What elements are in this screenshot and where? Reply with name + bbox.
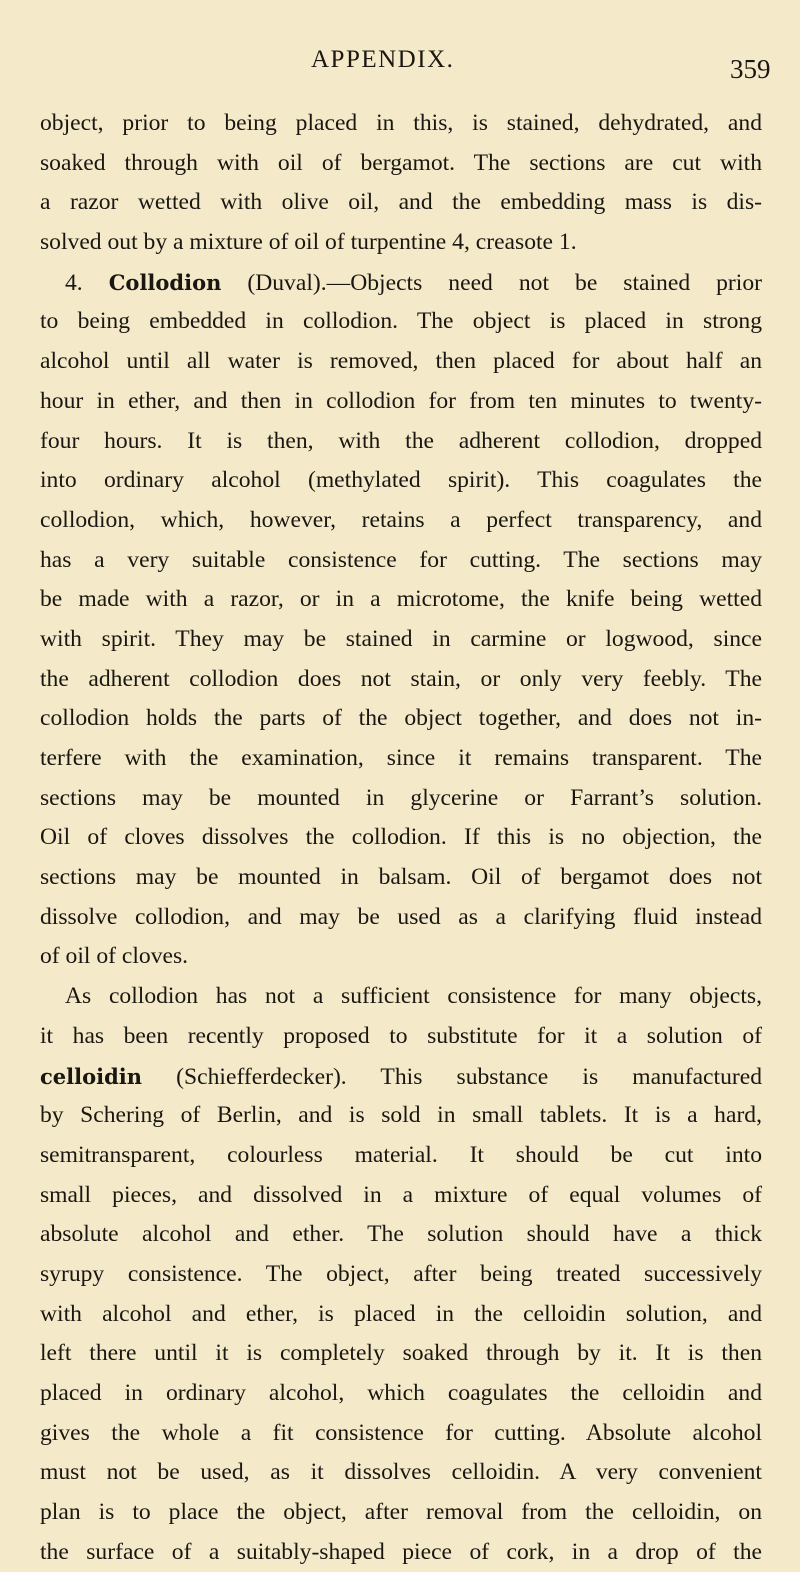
text-line: it has been recently proposed to substitute for it a solution of — [40, 1022, 762, 1049]
section-number: 4. — [65, 269, 109, 296]
running-head — [0, 42, 800, 82]
section-heading-line — [40, 1057, 762, 1097]
text-line: absolute alcohol and ether. The solution should have a thick — [40, 1221, 762, 1248]
section-heading-line — [40, 263, 762, 303]
text-line: soaked through with oil of bergamot. The sections are cut with — [40, 149, 762, 176]
text-line: sections may be mounted in glycerine or Farrant’s solution. — [40, 784, 762, 811]
text-line: be made with a razor, or in a microtome, the knife being wetted — [40, 586, 762, 613]
page-number: 359 — [730, 54, 771, 84]
text-line: terfere with the examination, since it remains transparent. The — [40, 745, 762, 771]
text-line: the adherent collodion does not stain, or only very feebly. The — [40, 665, 762, 692]
text-line: solved out by a mixture of oil of turpentine 4, creasote 1. — [40, 229, 577, 256]
text-line: placed in ordinary alcohol, which coagulates the celloidin and — [40, 1380, 762, 1406]
text-line: by Schering of Berlin, and is sold in small tablets. It is a hard, — [40, 1102, 762, 1129]
text-line: with alcohol and ether, is placed in the celloidin solution, and — [40, 1300, 762, 1327]
section-term-collodion: Collodion — [108, 269, 222, 295]
text-line: plan is to place the object, after removal from the celloidin, on — [40, 1499, 762, 1526]
text-line: semitransparent, colourless material. It should be cut into — [40, 1141, 762, 1168]
text-line: to being embedded in collodion. The object is placed in strong — [40, 308, 762, 335]
text-line: gives the whole a fit consistence for cutting. Absolute alcohol — [40, 1419, 762, 1446]
section-heading-rest: (Duval).—Objects need not be stained prior — [221, 269, 762, 296]
text-line: with spirit. They may be stained in carmine or logwood, since — [40, 625, 762, 652]
text-line: dissolve collodion, and may be used as a clarifying fluid instead — [40, 903, 762, 930]
text-line: As collodion has not a sufficient consistence for many objects, — [65, 983, 762, 1010]
text-line: must not be used, as it dissolves celloidin. A very convenient — [40, 1459, 762, 1486]
text-line: of oil of cloves. — [40, 943, 189, 970]
text-line: alcohol until all water is removed, then placed for about half an — [40, 348, 762, 375]
text-line: collodion holds the parts of the object together, and does not in- — [40, 705, 762, 732]
section-term-celloidin: celloidin — [40, 1063, 143, 1089]
text-line: a razor wetted with olive oil, and the embedding mass is dis- — [40, 189, 762, 216]
text-line: has a very suitable consistence for cutting. The sections may — [40, 546, 762, 573]
body-text — [40, 104, 762, 1565]
text-line: left there until it is completely soaked through by it. It is then — [40, 1340, 762, 1367]
text-line: four hours. It is then, with the adherent collodion, dropped — [40, 427, 762, 454]
text-line: object, prior to being placed in this, is stained, dehydrated, and — [40, 110, 762, 136]
running-title: APPENDIX. — [311, 46, 455, 73]
text-line: hour in ether, and then in collodion for from ten minutes to twenty- — [40, 387, 762, 414]
text-line: collodion, which, however, retains a perfect transparency, and — [40, 506, 762, 533]
text-line: syrupy consistence. The object, after being treated successively — [40, 1260, 762, 1287]
text-line: Oil of cloves dissolves the collodion. If this is no objection, the — [40, 824, 762, 851]
text-line: the surface of a suitably-shaped piece of cork, in a drop of the — [40, 1538, 762, 1565]
text-line: small pieces, and dissolved in a mixture of equal volumes of — [40, 1181, 762, 1208]
section-heading-rest: (Schiefferdecker). This substance is manufactured — [142, 1063, 762, 1090]
text-line: into ordinary alcohol (methylated spirit). This coagulates the — [40, 467, 762, 494]
text-line: sections may be mounted in balsam. Oil of bergamot does not — [40, 864, 762, 891]
